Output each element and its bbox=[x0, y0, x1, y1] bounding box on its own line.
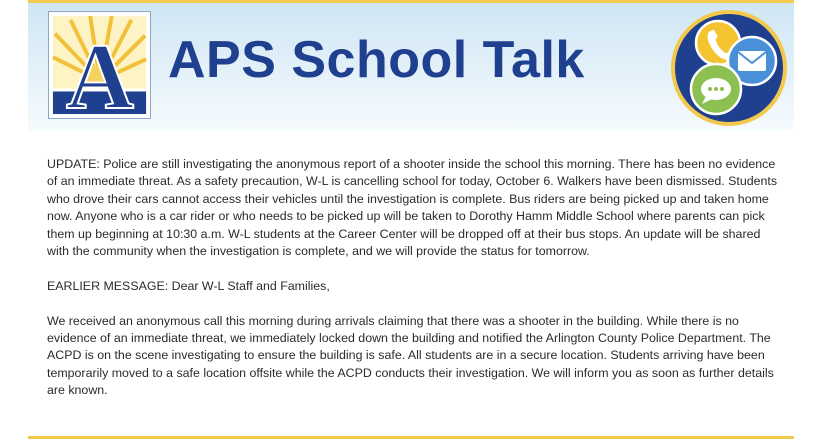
bottom-divider bbox=[28, 436, 794, 439]
chat-icon bbox=[691, 64, 741, 114]
update-paragraph: UPDATE: Police are still investigating the anonymous report of a shooter inside the school this morning. There has been no evidence of an immediate threat. As a safety precaution, W-L is cancelling school for today, October 6. Walkers have been dismissed. Students who drove their cars cannot access their vehicles until the investigation is complete. Bus riders are being picked up and taken home now. Anyone who is a car rider or who needs to be picked up will be taken to Dorothy Hamm Middle School where parents can pick them up beginning at 10:30 a.m. W-L students at the Career Center will be dropped off at their bus stops. An update will be shared with the community when the investigation is complete, and we will provide the status for tomorrow. bbox=[47, 157, 778, 259]
earlier-message-paragraph: We received an anonymous call this morning during arrivals claiming that there was a shooter in the building. While there is no evidence of an immediate threat, we immediately locked down the building and notified the Arlington County Police Department. The ACPD is on the scene investigating to ensure the building is safe. All students are in a secure location. Students arriving have been temporarily moved to a safe location offsite while the ACPD conducts their investigation. We will inform you as soon as further details are known. bbox=[47, 313, 774, 398]
aps-logo bbox=[48, 11, 151, 119]
page-title: APS School Talk bbox=[168, 31, 585, 89]
logo-letter: A bbox=[65, 25, 134, 118]
communication-badge bbox=[670, 9, 788, 127]
earlier-message-heading: EARLIER MESSAGE: Dear W-L Staff and Families, bbox=[47, 278, 330, 293]
header-banner bbox=[28, 3, 794, 131]
message-body bbox=[47, 156, 782, 417]
aps-logo-graphic bbox=[49, 12, 150, 118]
